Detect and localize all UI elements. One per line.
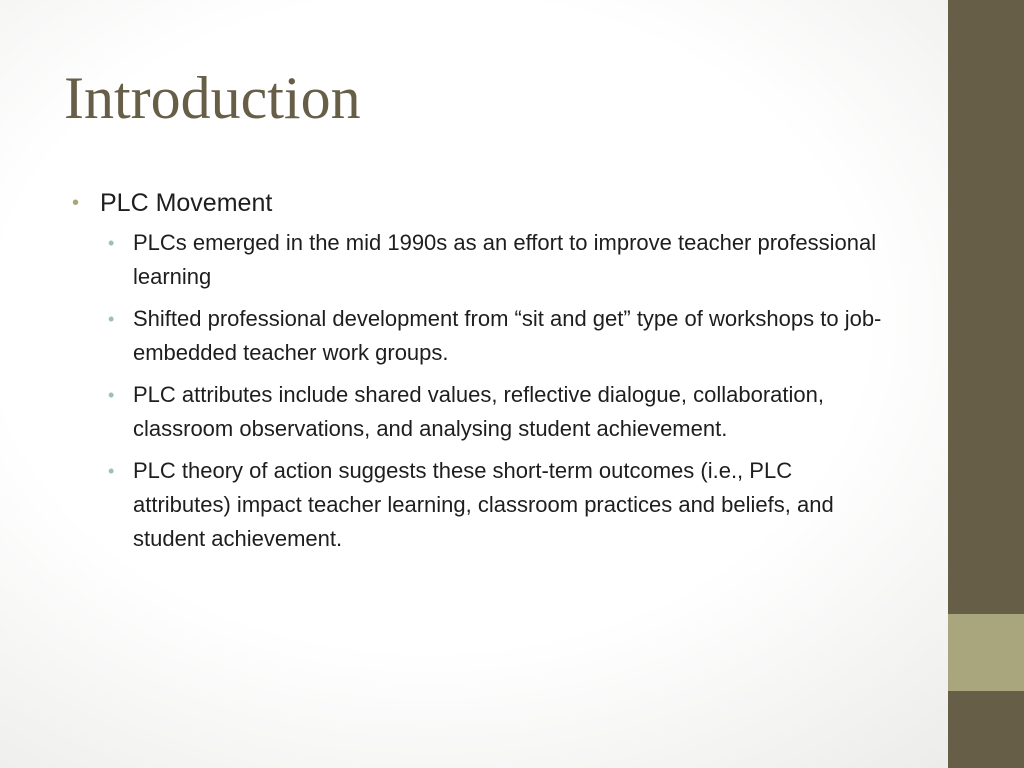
sub-bullet-item	[108, 454, 892, 556]
slide-body	[72, 186, 892, 564]
sub-bullet-text: Shifted professional development from “sit and get” type of workshops to job-embedded teacher work groups.	[133, 306, 882, 365]
sub-bullet-text: PLC attributes include shared values, reflective dialogue, collaboration, classroom observations, and analysing student achievement.	[133, 382, 824, 441]
sub-bullet-text: PLCs emerged in the mid 1990s as an effort to improve teacher professional learning	[133, 230, 877, 289]
sub-bullet-dot-icon: •	[108, 385, 115, 405]
bullet-dot-icon: •	[72, 192, 80, 214]
slide-title: Introduction	[64, 65, 361, 131]
sub-bullet-item	[108, 226, 892, 294]
bullet-item	[72, 186, 892, 220]
sub-bullet-dot-icon: •	[108, 233, 115, 253]
sub-bullet-dot-icon: •	[108, 461, 115, 481]
sub-bullet-dot-icon: •	[108, 309, 115, 329]
bullet-text: PLC Movement	[100, 189, 273, 217]
decorative-side-accent	[948, 614, 1024, 691]
sub-bullet-text: PLC theory of action suggests these short-term outcomes (i.e., PLC attributes) impact teacher learning, classroom practices and beliefs, and student achievement.	[133, 458, 834, 551]
sub-bullet-item	[108, 302, 892, 370]
sub-bullet-item	[108, 378, 892, 446]
